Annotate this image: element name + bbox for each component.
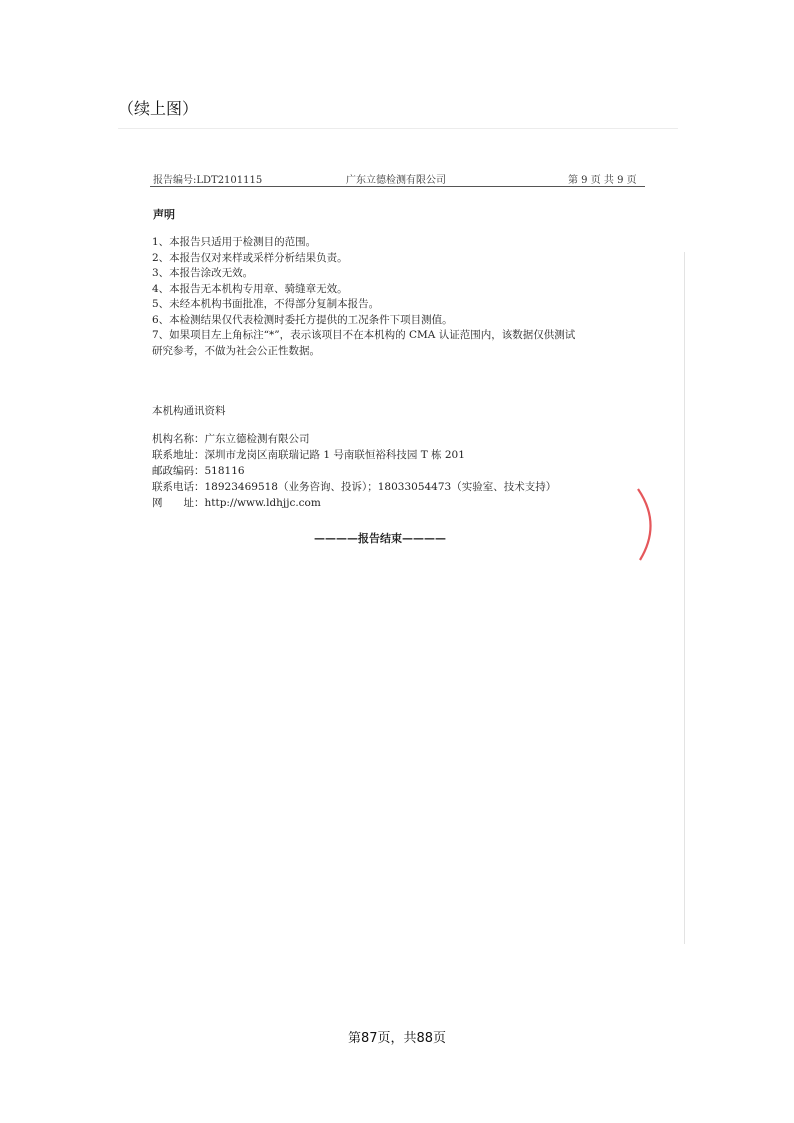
contact-org-name: 机构名称：广东立德检测有限公司 (152, 433, 310, 445)
page-footer: 第87页，共88页 (347, 1031, 447, 1046)
report-number: 报告编号:LDT2101115 (153, 175, 263, 186)
statement-line: 1、本报告只适用于检测目的范围。 (152, 236, 317, 248)
contact-website: 网 址：http://www.ldhjjc.com (152, 497, 321, 509)
statement-title: 声明 (153, 208, 175, 221)
contact-title: 本机构通讯资料 (152, 405, 226, 417)
statement-list (152, 235, 652, 359)
statement-line: 2、本报告仅对来样或采样分析结果负责。 (152, 251, 348, 264)
contact-postcode: 邮政编码：518116 (152, 465, 245, 477)
seal-stamp-fragment (628, 484, 668, 564)
report-end-marker: ————报告结束———— (314, 532, 446, 545)
scan-top-edge (118, 128, 678, 129)
statement-line: 4、本报告无本机构专用章、骑缝章无效。 (152, 282, 348, 295)
statement-line: 研究参考，不做为社会公正性数据。 (152, 344, 320, 357)
header-rule (150, 186, 645, 187)
continued-label: （续上图） (118, 99, 199, 118)
contact-list (152, 431, 556, 511)
header-company: 广东立德检测有限公司 (346, 175, 446, 186)
contact-phone: 联系电话：18923469518（业务咨询、投诉）；18033054473（实验室、技术支持） (152, 481, 557, 493)
scanned-report-page (118, 128, 680, 944)
statement-line: 7、如果项目左上角标注“*”，表示该项目不在本机构的 CMA 认证范围内，该数据仅供测试 (152, 329, 576, 341)
statement-line: 5、未经本机构书面批准，不得部分复制本报告。 (152, 298, 380, 310)
statement-line: 6、本检测结果仅代表检测时委托方提供的工况条件下项目测值。 (152, 313, 453, 326)
scan-right-edge (684, 252, 685, 944)
header-page-info: 第 9 页 共 9 页 (568, 175, 637, 186)
contact-address: 联系地址：深圳市龙岗区南联瑞记路 1 号南联恒裕科技园 T 栋 201 (152, 449, 465, 461)
statement-line: 3、本报告涂改无效。 (152, 267, 254, 279)
